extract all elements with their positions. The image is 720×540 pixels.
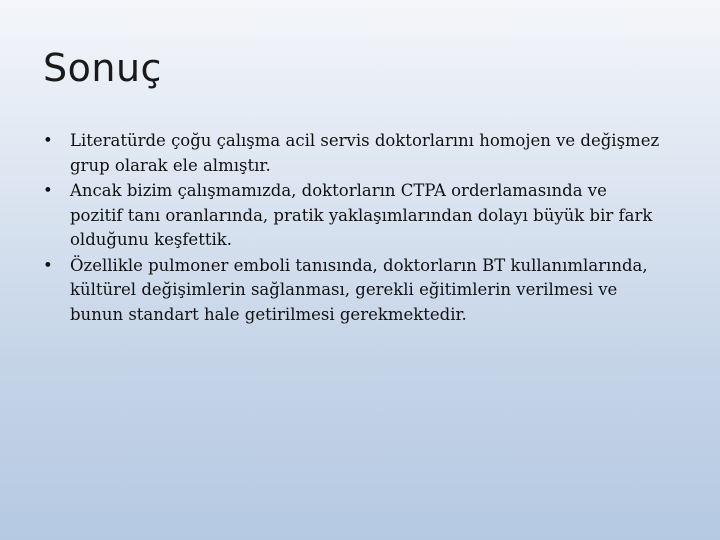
bullet-item xyxy=(43,254,663,328)
bullet-item xyxy=(43,179,663,253)
bullet-dot-icon: • xyxy=(43,181,53,200)
bullet-list xyxy=(43,129,663,328)
slide-title: Sonuç xyxy=(43,46,162,90)
bullet-text: Literatürde çoğu çalışma acil servis doktorlarını homojen ve değişmez grup olarak ele almıştır. xyxy=(70,131,660,175)
bullet-dot-icon: • xyxy=(43,131,53,150)
bullet-dot-icon: • xyxy=(43,255,53,275)
bullet-text: Ancak bizim çalışmamızda, doktorların CTPA orderlamasında ve pozitif tanı oranlarında, pratik yaklaşımlarından dolayı büyük bir fark olduğunu keşfettik. xyxy=(70,181,653,249)
bullet-item xyxy=(43,129,663,178)
bullet-text: Özellikle pulmoner emboli tanısında, doktorların BT kullanımlarında, kültürel değişimlerin sağlanması, gerekli eğitimlerin verilmesi ve bunun standart hale getirilmesi gerekmektedir. xyxy=(70,255,648,324)
